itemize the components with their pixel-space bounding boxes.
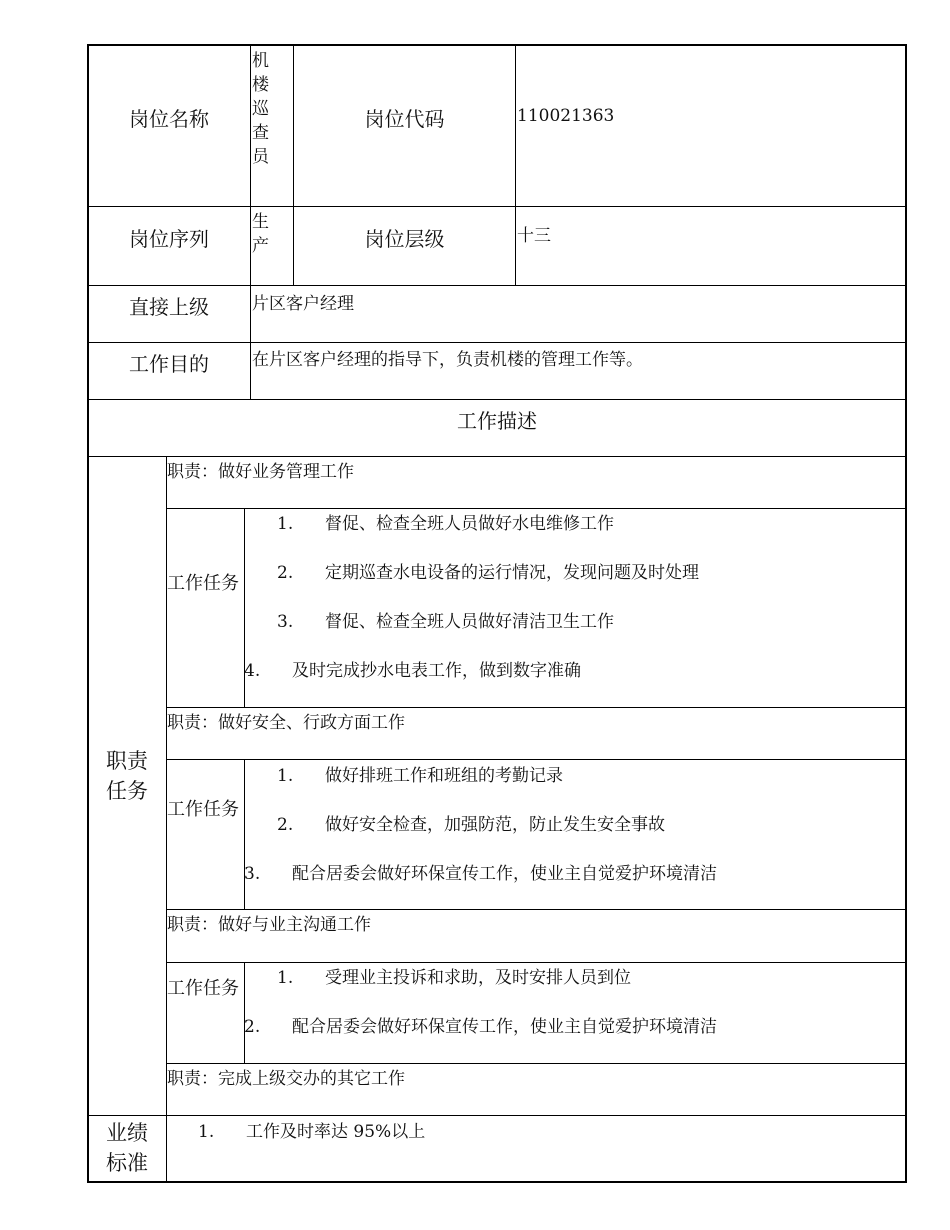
task-text: 督促、检查全班人员做好水电维修工作 (325, 514, 614, 534)
task-label: 工作任务 (167, 573, 239, 594)
post-level-value: 十三 (517, 226, 551, 246)
task-text: 做好排班工作和班组的考勤记录 (325, 766, 563, 786)
task-item (277, 814, 665, 836)
task-number: 2. (277, 563, 294, 583)
task-text: 及时完成抄水电表工作，做到数字准确 (292, 661, 581, 681)
purpose-label: 工作目的 (129, 352, 209, 376)
task-label: 工作任务 (167, 799, 239, 820)
performance-item (198, 1121, 425, 1143)
task-item (244, 660, 581, 682)
task-item (277, 513, 614, 535)
work-description-title: 工作描述 (457, 409, 537, 433)
performance-number: 1. (198, 1122, 215, 1142)
duty-title: 职责：完成上级交办的其它工作 (167, 1069, 405, 1089)
task-text: 定期巡查水电设备的运行情况，发现问题及时处理 (325, 563, 699, 583)
task-number: 1. (277, 514, 294, 534)
task-number: 2. (277, 815, 294, 835)
performance-label: 业绩标准 (106, 1121, 148, 1175)
task-label: 工作任务 (167, 978, 239, 999)
post-name-value: 机楼巡查员 (252, 51, 269, 167)
superior-label: 直接上级 (129, 295, 209, 319)
post-name-label: 岗位名称 (129, 107, 209, 131)
duties-label: 职责任务 (106, 749, 148, 803)
task-item (244, 863, 717, 885)
task-number: 4. (244, 661, 261, 681)
task-text: 做好安全检查，加强防范，防止发生安全事故 (325, 815, 665, 835)
task-number: 1. (277, 766, 294, 786)
task-number: 1. (277, 968, 294, 988)
duty-title: 职责：做好安全、行政方面工作 (167, 713, 405, 733)
task-number: 3. (244, 864, 261, 884)
task-item (277, 562, 699, 584)
task-item (277, 967, 631, 989)
task-text: 督促、检查全班人员做好清洁卫生工作 (325, 612, 614, 632)
task-item (277, 611, 614, 633)
task-number: 2. (244, 1017, 261, 1037)
post-code-label: 岗位代码 (364, 107, 445, 131)
task-item (244, 1016, 717, 1038)
task-text: 配合居委会做好环保宣传工作，使业主自觉爱护环境清洁 (292, 864, 717, 884)
performance-text: 工作及时率达 95%以上 (246, 1122, 426, 1142)
superior-value: 片区客户经理 (252, 294, 354, 314)
post-series-value: 生产 (252, 212, 269, 256)
task-item (277, 765, 563, 787)
task-text: 配合居委会做好环保宣传工作，使业主自觉爱护环境清洁 (292, 1017, 717, 1037)
task-text: 受理业主投诉和求助，及时安排人员到位 (325, 968, 631, 988)
purpose-value: 在片区客户经理的指导下，负责机楼的管理工作等。 (252, 350, 643, 370)
post-series-label: 岗位序列 (129, 227, 209, 251)
duty-title: 职责：做好与业主沟通工作 (167, 915, 371, 935)
task-number: 3. (277, 612, 294, 632)
duty-title: 职责：做好业务管理工作 (167, 462, 354, 482)
post-level-label: 岗位层级 (364, 227, 445, 251)
post-code-value: 110021363 (517, 106, 615, 126)
